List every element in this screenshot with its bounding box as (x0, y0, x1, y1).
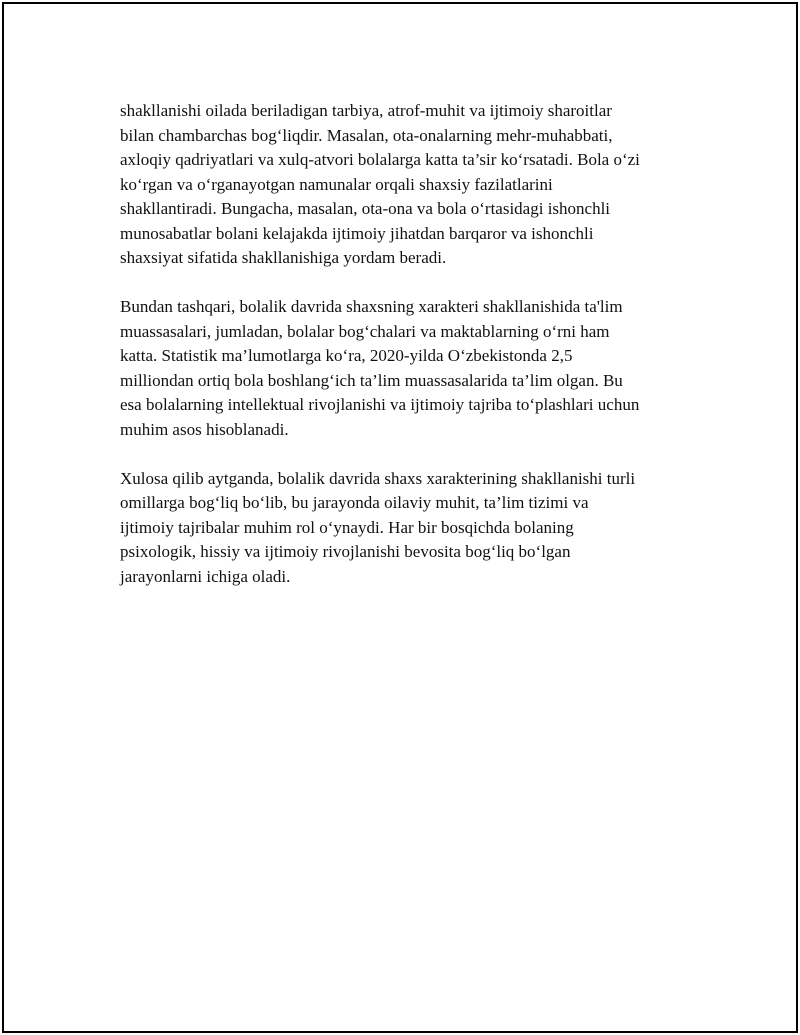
text-line: jarayonlarni ichiga oladi. (120, 566, 291, 586)
text-line: milliondan ortiq bola boshlang‘ich ta’lim muassasalarida ta’lim olgan. Bu (120, 370, 623, 390)
paragraph-3 (120, 467, 700, 590)
text-line: Xulosa qilib aytganda, bolalik davrida shaxs xarakterining shakllanishi turli (120, 468, 636, 488)
text-line: esa bolalarning intellektual rivojlanishi va ijtimoiy tajriba to‘plashlari uchun (120, 395, 640, 414)
paragraph-1 (120, 99, 700, 271)
page-frame (2, 2, 798, 1033)
text-line: katta. Statistik ma’lumotlarga ko‘ra, 2020-yilda O‘zbekistonda 2,5 (120, 346, 573, 365)
text-line: ko‘rgan va o‘rganayotgan namunalar orqali shaxsiy fazilatlarini (120, 174, 553, 194)
text-line: shaxsiyat sifatida shakllanishiga yordam beradi. (120, 248, 447, 267)
text-line: bilan chambarchas bog‘liqdir. Masalan, ota-onalarning mehr-muhabbati, (120, 125, 613, 145)
text-line: muassasalari, jumladan, bolalar bog‘chalari va maktablarning o‘rni ham (120, 321, 610, 341)
text-line: ijtimoiy tajribalar muhim rol o‘ynaydi. Har bir bosqichda bolaning (120, 517, 574, 537)
text-line: munosabatlar bolani kelajakda ijtimoiy jihatdan barqaror va ishonchli (120, 223, 594, 243)
text-line: shakllanishi oilada beriladigan tarbiya, atrof-muhit va ijtimoiy sharoitlar (120, 101, 612, 120)
text-line: Bundan tashqari, bolalik davrida shaxsning xarakteri shakllanishida ta'lim (120, 297, 623, 316)
paragraph-2 (120, 295, 700, 442)
text-line: muhim asos hisoblanadi. (120, 419, 289, 439)
document-body (120, 99, 700, 614)
text-line: shakllantiradi. Bungacha, masalan, ota-ona va bola o‘rtasidagi ishonchli (120, 199, 611, 218)
text-line: omillarga bog‘liq bo‘lib, bu jarayonda oilaviy muhit, ta’lim tizimi va (120, 493, 589, 512)
text-line: psixologik, hissiy va ijtimoiy rivojlanishi bevosita bog‘liq bo‘lgan (120, 542, 571, 561)
text-line: axloqiy qadriyatlari va xulq-atvori bolalarga katta ta’sir ko‘rsatadi. Bola o‘zi (120, 150, 640, 169)
